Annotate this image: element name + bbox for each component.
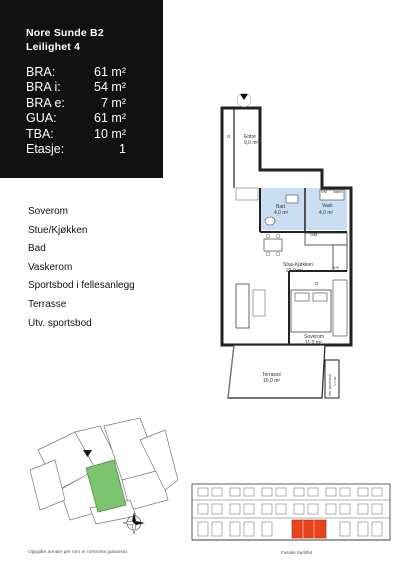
- fixture-label: OM: [310, 232, 318, 237]
- room-area: 10,0 m²: [263, 378, 280, 384]
- room-label: Vask: [322, 203, 333, 209]
- room-area: 4,0 m²: [274, 210, 289, 216]
- fixture-label: G: [315, 281, 319, 286]
- project-name: Nore Sunde B2: [26, 27, 104, 39]
- stat-row: Etasje: 1: [26, 142, 126, 157]
- fixture-label: G: [227, 134, 231, 139]
- stat-row: BRA: 61 m²: [26, 65, 126, 79]
- wardrobe: [333, 280, 347, 336]
- room-label: Bad: [276, 204, 285, 210]
- legend-item: Soverom: [28, 206, 69, 217]
- room-area: 9,0 m²: [244, 140, 259, 146]
- entry-wardrobe: [236, 188, 258, 200]
- coffee-table: [253, 290, 265, 316]
- stat-row: BRA i: 54 m²: [26, 80, 126, 95]
- legend-item: Sportsbod i fellesanlegg: [28, 280, 135, 292]
- chair: [276, 234, 280, 238]
- apartment-plan: [222, 93, 351, 398]
- legend-item: Bad: [28, 243, 46, 255]
- legend-item: Stue/Kjøkken: [28, 224, 88, 236]
- chair: [266, 252, 270, 256]
- entrance-arrow-icon: [240, 94, 248, 100]
- stat-row: BRA e: 7 m²: [26, 95, 126, 110]
- legend-item: Terrasse: [28, 298, 67, 310]
- stat-row: TBA: 10 m²: [26, 126, 126, 141]
- dining-table: [264, 239, 282, 251]
- area-footnote: Oppgitte arealer per rom er rommets gulvareal: [28, 550, 127, 555]
- legend-item: Vaskerom: [28, 261, 73, 273]
- room-label: Entré: [244, 134, 256, 140]
- fixture-label: Vaskm: [333, 190, 343, 194]
- room-area: 1,0 m²: [333, 376, 337, 386]
- chair: [276, 252, 280, 256]
- sofa: [236, 284, 249, 328]
- facade-highlight-unit: [292, 520, 326, 538]
- room-label: Soverom: [304, 334, 325, 340]
- sink: [286, 195, 298, 203]
- room-label: Stue-Kjøkken: [283, 262, 314, 268]
- fixture-label: K/F: [333, 265, 340, 270]
- room-area: 22,0 m²: [286, 268, 303, 274]
- chair: [266, 234, 270, 238]
- room-area: 11,0 m²: [305, 340, 322, 346]
- stat-row: GUA: 61 m²: [26, 111, 126, 126]
- room-label: Terrasse: [262, 372, 282, 378]
- facade-caption: Fasade Sør/Øst: [281, 550, 312, 555]
- pillow: [313, 293, 327, 301]
- legend-item: Utv. sportsbod: [28, 317, 92, 329]
- fixture-label: VM: [321, 189, 327, 194]
- room-label: Utv. sportsbod: [328, 374, 332, 396]
- pillow: [295, 293, 309, 301]
- unit-name: Leilighet 4: [26, 41, 81, 53]
- room-area: 4,0 m²: [319, 210, 334, 216]
- toilet: [265, 217, 275, 225]
